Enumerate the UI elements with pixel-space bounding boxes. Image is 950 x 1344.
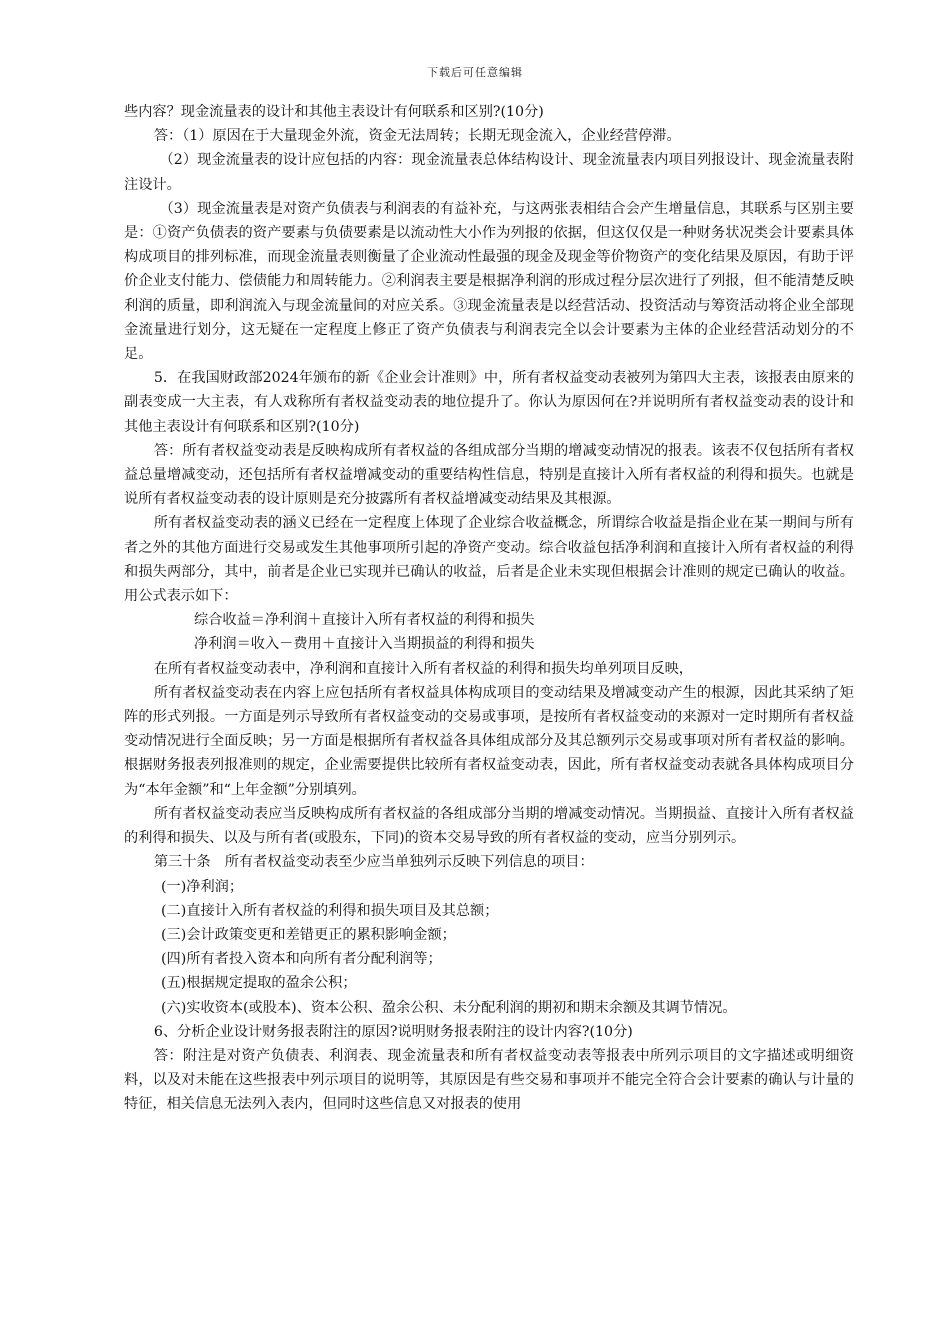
document-body [124, 100, 854, 1117]
paragraph: 所有者权益变动表在内容上应包括所有者权益具体构成项目的变动结果及增减变动产生的根源，因此其采纳了矩阵的形式列报。一方面是列示导致所有者权益变动的交易或事项，是按所有者权益变动的来源对一定时期所有者权益变动情况进行全面反映；另一方面是根据所有者权益各具体组成部分及其总额列示交易或事项对所有者权益的影响。根据财务报表列报准则的规定，企业需要提供比较所有者权益变动表，因此，所有者权益变动表就各具体构成项目分为“本年金额”和“上年金额”分别填列。 [124, 684, 854, 798]
paragraph: 些内容？现金流量表的设计和其他主表设计有何联系和区别?(10分) [124, 104, 544, 120]
paragraph: 所有者权益变动表应当反映构成所有者权益的各组成部分当期的增减变动情况。当期损益、直接计入所有者权益的利得和损失、以及与所有者(或股东，下同)的资本交易导致的所有者权益的变动，应当分别列示。 [124, 805, 854, 847]
list-item: (三)会计政策变更和差错更正的累积影响金额； [161, 926, 456, 943]
list-item: (五)根据规定提取的盈余公积； [161, 975, 357, 992]
paragraph: 答：附注是对资产负债表、利润表、现金流量表和所有者权益变动表等报表中所列示项目的文字描述或明细资料，以及对未能在这些报表中列示项目的说明等，其原因是有些交易和事项并不能完全符合会计要素的确认与计量的特征，相关信息无法列入表内，但同时这些信息又对报表的使用 [124, 1047, 854, 1113]
list-item: (六)实收资本(或股本)、资本公积、盈余公积、未分配利润的期初和期末余额及其调节情况。 [161, 999, 737, 1016]
page-header: 下载后可任意编辑 [427, 66, 523, 79]
article-heading: 第三十条 所有者权益变动表至少应当单独列示反映下列信息的项目： [153, 854, 594, 871]
question-heading: 5．在我国财政部2024年颁布的新《企业会计准则》中，所有者权益变动表被列为第四大主表，该报表由原来的副表变成一大主表，有人戏称所有者权益变动表的地位提升了。你认为原因何在?并说明所有者权益变动表的设计和其他主表设计有何联系和区别?(10分) [124, 370, 854, 435]
list-item: (四)所有者投入资本和向所有者分配利润等； [161, 951, 442, 968]
formula-line: 净利润＝收入－费用＋直接计入当期损益的利得和损失 [194, 636, 535, 653]
paragraph: 所有者权益变动表的涵义已经在一定程度上体现了企业综合收益概念，所谓综合收益是指企业在某一期间与所有者之外的其他方面进行交易或发生其他事项所引起的净资产变动。综合收益包括净利润和直接计入所有者权益的利得和损失两部分，其中，前者是企业已实现并已确认的收益，后者是企业未实现但根据会计准则的规定已确认的收益。用公式表示如下： [124, 515, 854, 605]
paragraph: （2）现金流量表的设计应包括的内容：现金流量表总体结构设计、现金流量表内项目列报设计、现金流量表附注设计。 [124, 152, 854, 193]
list-item: (一)净利润； [161, 878, 244, 895]
paragraph: 答：（1）原因在于大量现金外流，资金无法周转；长期无现金流入，企业经营停滞。 [153, 128, 681, 145]
question-heading: 6、分析企业设计财务报表附注的原因?说明财务报表附注的设计内容?(10分) [153, 1023, 633, 1040]
paragraph: 答：所有者权益变动表是反映构成所有者权益的各组成部分当期的增减变动情况的报表。该表不仅包括所有者权益总量增减变动，还包括所有者权益增减变动的重要结构性信息，特别是直接计入所有者权益的利得和损失。也就是说所有者权益变动表的设计原则是充分披露所有者权益增减变动结果及其根源。 [124, 442, 854, 508]
list-item: (二)直接计入所有者权益的利得和损失项目及其总额； [161, 902, 499, 919]
paragraph: 在所有者权益变动表中，净利润和直接计入所有者权益的利得和损失均单列项目反映， [153, 660, 693, 677]
formula-line: 综合收益＝净利润＋直接计入所有者权益的利得和损失 [194, 612, 535, 629]
paragraph: （3）现金流量表是对资产负债表与利润表的有益补充，与这两张表相结合会产生增量信息，其联系与区别主要是：①资产负债表的资产要素与负债要素是以流动性大小作为列报的依据，但这仅仅是一种财务状况类会计要素具体构成项目的排列标准，而现金流量表则衡量了企业流动性最强的现金及现金等价物资产的变化结果及原因，有助于评价企业支付能力、偿债能力和周转能力。②利润表主要是根据净利润的形成过程分层次进行了列报，但不能清楚反映利润的质量，即利润流入与现金流量间的对应关系。③现金流量表是以经营活动、投资活动与筹资活动将企业全部现金流量进行划分，这无疑在一定程度上修正了资产负债表与利润表完全以会计要素为主体的企业经营活动划分的不足。 [124, 200, 854, 363]
